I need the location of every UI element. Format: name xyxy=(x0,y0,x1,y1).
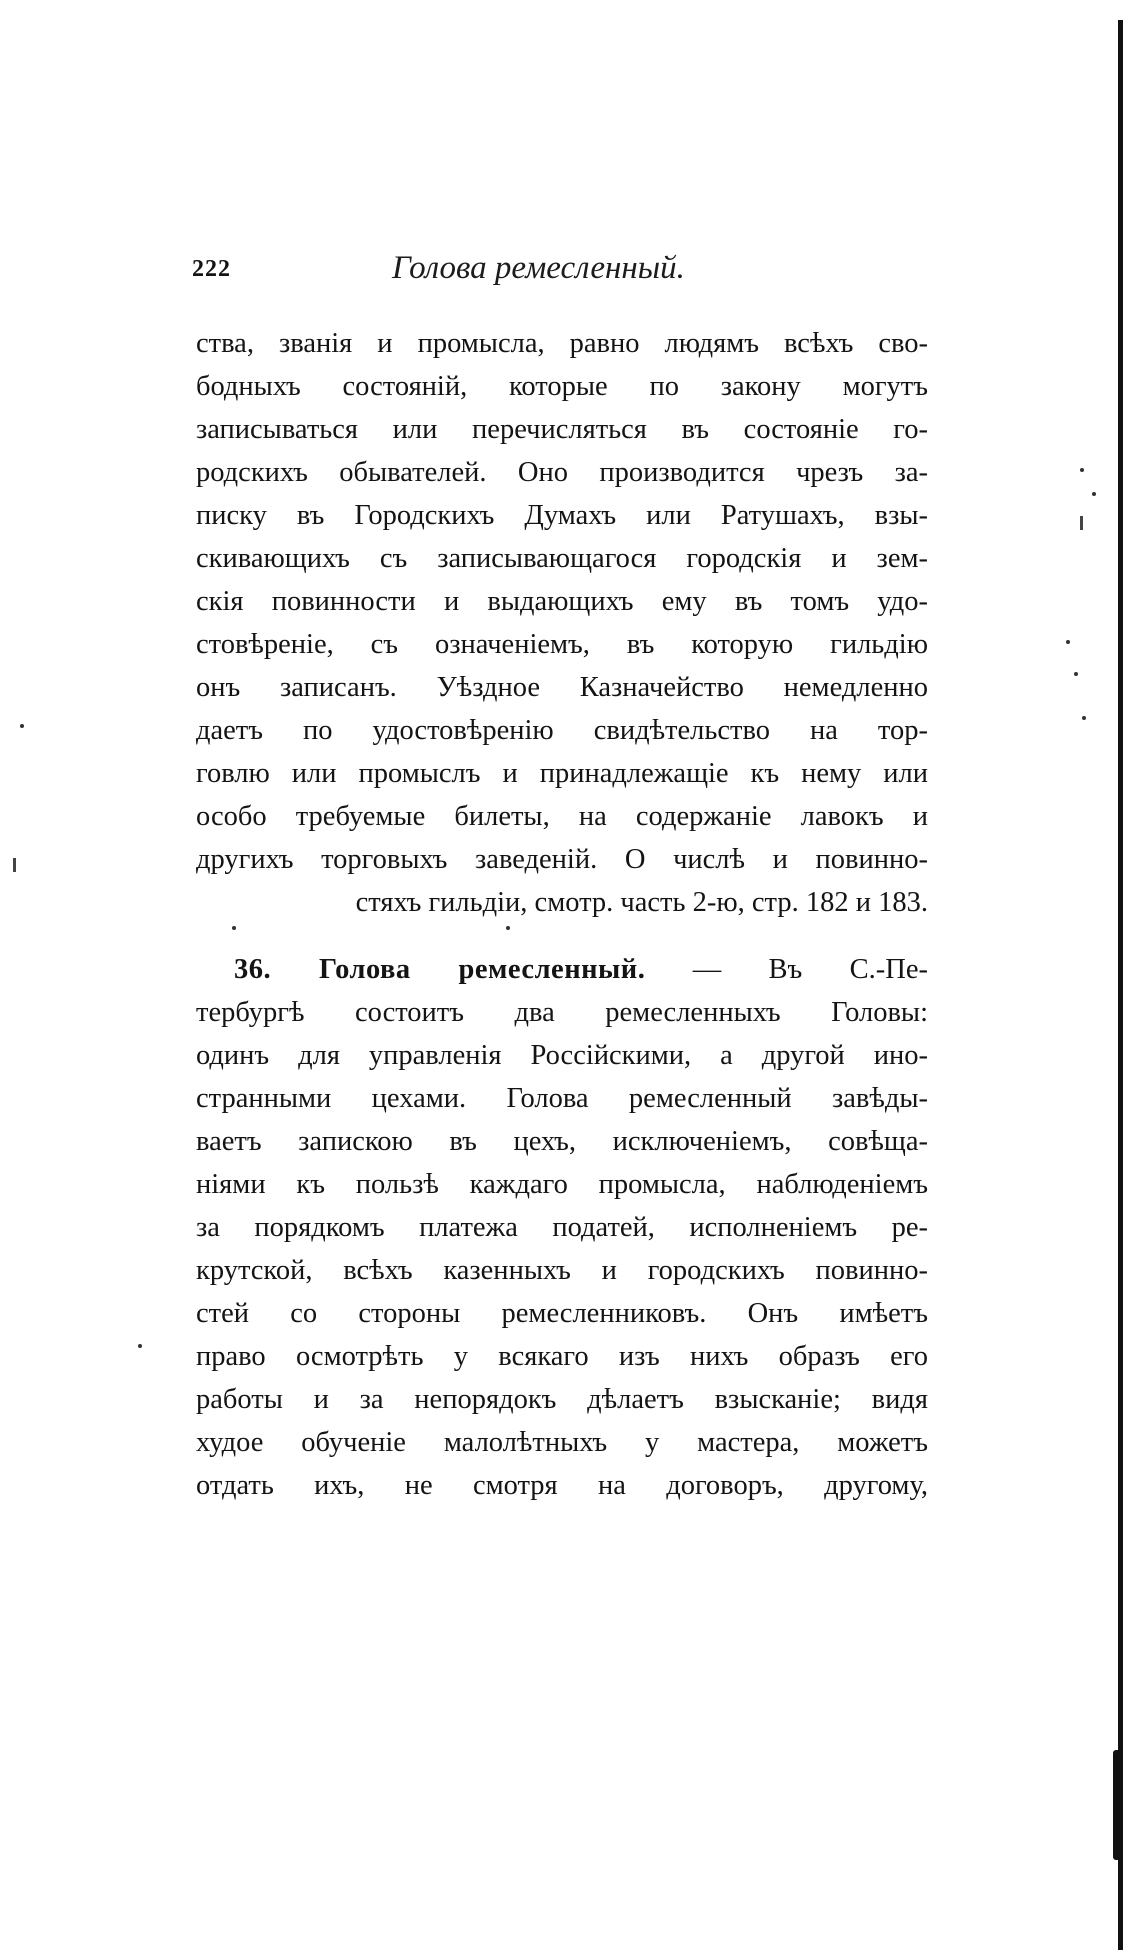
text-line: родскихъ обывателей. Оно производится чрезъ за- xyxy=(196,457,928,488)
scan-speck xyxy=(1080,468,1084,472)
text-line: говлю или промыслъ и принадлежащіе къ нему или xyxy=(196,758,928,789)
text-line: отдать ихъ, не смотря на договоръ, другому, xyxy=(196,1470,928,1501)
text-line: право осмотрѣть у всякаго изъ нихъ образъ его xyxy=(196,1341,928,1372)
article-36 xyxy=(196,948,928,1507)
article-first-line xyxy=(196,948,928,991)
article-first-line-rest: — Въ С.-Пе- xyxy=(645,954,928,985)
scan-mark xyxy=(1080,516,1083,530)
paragraph-continuation xyxy=(196,322,928,924)
scan-speck xyxy=(20,724,24,728)
scan-speck xyxy=(1092,492,1096,496)
page-edge-mark xyxy=(1113,1750,1122,1860)
scan-speck xyxy=(232,926,236,930)
text-line: даетъ по удостовѣренію свидѣтельство на тор- xyxy=(196,715,928,746)
page-number: 222 xyxy=(192,256,231,282)
text-line: стяхъ гильдіи, смотр. часть 2-ю, стр. 182 и 183. xyxy=(355,887,928,918)
text-line: ніями къ пользѣ каждаго промысла, наблюденіемъ xyxy=(196,1169,928,1200)
text-line: скія повинности и выдающихъ ему въ томъ удо- xyxy=(196,586,928,617)
text-line: крутской, всѣхъ казенныхъ и городскихъ повинно- xyxy=(196,1255,928,1286)
text-line: одинъ для управленія Россійскими, а другой ино- xyxy=(196,1040,928,1071)
text-line: ства, званія и промысла, равно людямъ всѣхъ сво- xyxy=(196,328,928,359)
scan-speck xyxy=(1066,640,1070,644)
page-edge-rule xyxy=(1118,20,1123,1950)
text-line: другихъ торговыхъ заведеній. О числѣ и повинно- xyxy=(196,844,928,875)
text-line: стовѣреніе, съ означеніемъ, въ которую гильдію xyxy=(196,629,928,660)
text-line: бодныхъ состояній, которые по закону могутъ xyxy=(196,371,928,402)
text-line: стей со стороны ремесленниковъ. Онъ имѣетъ xyxy=(196,1298,928,1329)
text-line: работы и за непорядокъ дѣлаетъ взысканіе; видя xyxy=(196,1384,928,1415)
text-line: онъ записанъ. Уѣздное Казначейство немедленно xyxy=(196,672,928,703)
text-line: за порядкомъ платежа податей, исполненіемъ ре- xyxy=(196,1212,928,1243)
scan-speck xyxy=(1074,672,1078,676)
scan-speck xyxy=(138,1344,142,1348)
scan-speck xyxy=(506,926,510,930)
text-line: писку въ Городскихъ Думахъ или Ратушахъ, взы- xyxy=(196,500,928,531)
text-line: особо требуемые билеты, на содержаніе лавокъ и xyxy=(196,801,928,832)
scan-mark xyxy=(13,858,16,872)
running-title: Голова ремесленный. xyxy=(392,250,685,286)
text-line: записываться или перечисляться въ состояніе го- xyxy=(196,414,928,445)
scan-speck xyxy=(1082,716,1086,720)
text-line: ваетъ запискою въ цехъ, исключеніемъ, совѣща- xyxy=(196,1126,928,1157)
article-heading: 36. Голова ремесленный. xyxy=(234,954,646,985)
text-line: худое обученіе малолѣтныхъ у мастера, можетъ xyxy=(196,1427,928,1458)
running-head xyxy=(192,250,932,290)
text-line: скивающихъ съ записывающагося городскія и зем- xyxy=(196,543,928,574)
text-line: тербургѣ состоитъ два ремесленныхъ Головы: xyxy=(196,997,928,1028)
text-line: странными цехами. Голова ремесленный завѣды- xyxy=(196,1083,928,1114)
